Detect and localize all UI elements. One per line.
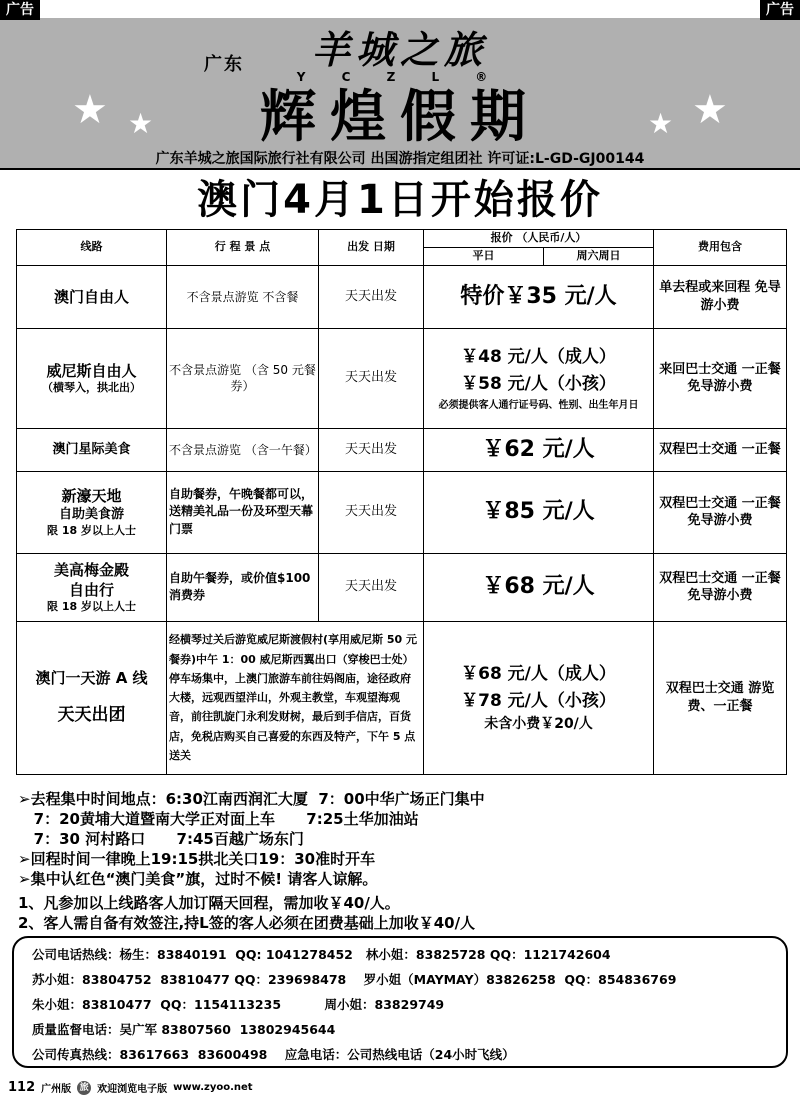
departure-cell: 天天出发 <box>319 428 424 471</box>
departure-cell: 天天出发 <box>319 328 424 428</box>
includes-cell: 单去程或来回程 免导游小费 <box>654 265 787 328</box>
route-cell <box>17 621 167 774</box>
star-icon: ★ <box>72 87 108 133</box>
info-line: ➢去程集中时间地点：6:30江南西润汇大厦 7：00中华广场正门集中 <box>18 790 485 808</box>
edition-label: 广州版 <box>41 1084 72 1095</box>
star-icon: ★ <box>128 107 154 140</box>
info-section <box>18 789 788 933</box>
route-note: 天天出团 <box>57 705 126 726</box>
route-name: 澳门一天游 A 线 <box>35 669 148 688</box>
route-note: 自由行 <box>68 580 114 599</box>
ad-label-right: 广告 <box>760 0 800 20</box>
table-row <box>17 553 787 621</box>
departure-cell: 天天出发 <box>319 265 424 328</box>
itinerary-cell: 自助餐券，午晚餐都可以，送精美礼品一份及环型天幕门票 <box>167 471 319 553</box>
price-table <box>16 229 787 775</box>
route-cell: 澳门自由人 <box>17 265 167 328</box>
footer-text: 欢迎浏览电子版 <box>97 1084 168 1095</box>
itinerary-cell: 自助午餐券，或价值$100 消费券 <box>167 553 319 621</box>
price-cell: ￥62 元/人 <box>424 428 654 471</box>
route-note: （横琴入，拱北出） <box>42 380 141 394</box>
col-departure: 出发 日期 <box>319 230 424 266</box>
col-price: 报价 （人民币/人） <box>424 230 654 248</box>
price-note: 必须提供客人通行证号码、性别、出生年月日 <box>438 399 639 411</box>
info-line: ➢回程时间一律晚上19:15拱北关口19：30准时开车 <box>18 850 376 868</box>
ad-label-left: 广告 <box>0 0 40 20</box>
route-name: 美高梅金殿 <box>53 560 129 579</box>
includes-cell: 双程巴士交通 游览费、一正餐 <box>654 621 787 774</box>
price-cell: ￥68 元/人 <box>424 553 654 621</box>
info-line: 7：30 河村路口 7:45百越广场东门 <box>18 830 304 848</box>
route-age-limit: 限 18 岁以上人士 <box>47 600 136 614</box>
price-cell <box>424 621 654 774</box>
price-adult: ￥48 元/人（成人） <box>461 347 616 368</box>
logo-text: 羊城之旅 <box>311 27 488 72</box>
footer-url[interactable]: www.zyoo.net <box>173 1082 253 1093</box>
table-row <box>17 621 787 774</box>
col-itinerary: 行 程 景 点 <box>167 230 319 266</box>
route-age-limit: 限 18 岁以上人士 <box>47 523 136 537</box>
departure-cell: 天天出发 <box>319 553 424 621</box>
itinerary-cell: 不含景点游览 （含一午餐） <box>167 428 319 471</box>
contact-line: 质量监督电话：吴广军 83807560 13802945644 <box>32 1022 336 1037</box>
headline: 澳门4月1日开始报价 <box>197 177 603 223</box>
star-icon: ★ <box>692 87 728 133</box>
table-row <box>17 428 787 471</box>
header-banner <box>0 18 800 170</box>
route-name: 威尼斯自由人 <box>46 361 137 380</box>
info-line: ➢集中认红色“澳门美食”旗，过时不候! 请客人谅解。 <box>18 870 378 888</box>
contact-line: 公司传真热线：83617663 83600498 应急电话：公司热线电话（24小时飞线） <box>32 1047 515 1062</box>
route-note: 自助美食游 <box>58 507 124 523</box>
price-child: ￥58 元/人（小孩） <box>461 374 616 395</box>
col-weekend: 周六周日 <box>544 247 654 265</box>
contact-line: 朱小姐：83810477 QQ：1154113235 周小姐：83829749 <box>32 997 445 1012</box>
company-line: 广东羊城之旅国际旅行社有限公司 出国游指定组团社 许可证:L-GD-GJ00144 <box>155 151 645 167</box>
price-cell: 特价￥35 元/人 <box>424 265 654 328</box>
page-footer <box>8 1080 253 1095</box>
logo-prefix: 广东 <box>204 54 244 75</box>
itinerary-cell: 经横琴过关后游览威尼斯渡假村(享用威尼斯 50 元餐券)中午 1：00 威尼斯西翼出口（穿梭巴士处）停车场集中，上澳门旅游车前往妈阁庙，途径政府大楼，远观西望洋山，外观主教堂，车观望海观音，前往凯旋门永利发财树，最后到手信店，百货店，免税店购买自己喜爱的东西及特产，下午 5 点送关 <box>167 621 424 774</box>
itinerary-cell: 不含景点游览 不含餐 <box>167 265 319 328</box>
col-route: 线路 <box>17 230 167 266</box>
col-includes: 费用包含 <box>654 230 787 266</box>
info-line: 7：20黄埔大道暨南大学正对面上车 7:25土华加油站 <box>18 810 419 828</box>
page-title: 辉煌假期 <box>260 84 540 150</box>
route-cell <box>17 553 167 621</box>
table-header-row <box>17 230 787 248</box>
price-cell <box>424 328 654 428</box>
table-row <box>17 471 787 553</box>
price-child: ￥78 元/人（小孩） <box>461 691 616 712</box>
route-name: 新濠天地 <box>61 486 122 505</box>
table-row <box>17 265 787 328</box>
info-line: 1、凡参加以上线路客人加订隔天回程，需加收￥40/人。 <box>18 894 400 912</box>
route-cell: 澳门星际美食 <box>17 428 167 471</box>
includes-cell: 双程巴士交通 一正餐 免导游小费 <box>654 471 787 553</box>
price-note: 未含小费￥20/人 <box>484 716 593 733</box>
info-line: 2、客人需自备有效签注,持L签的客人必须在团费基础上加收￥40/人 <box>18 914 476 932</box>
zi-logo-icon: 旅 <box>77 1081 91 1095</box>
page-number: 112 <box>8 1080 36 1095</box>
contact-box <box>12 936 788 1068</box>
contact-line: 苏小姐：83804752 83810477 QQ：239698478 罗小姐（MAYMAY）83826258 QQ：854836769 <box>32 972 677 987</box>
itinerary-cell: 不含景点游览 （含 50 元餐券） <box>167 328 319 428</box>
star-icon: ★ <box>648 107 674 140</box>
table-row <box>17 328 787 428</box>
includes-cell: 双程巴士交通 一正餐 <box>654 428 787 471</box>
logo-abbr: Y C Z L ® <box>296 70 504 84</box>
price-adult: ￥68 元/人（成人） <box>461 664 616 685</box>
col-weekday: 平日 <box>424 247 544 265</box>
includes-cell: 双程巴士交通 一正餐 免导游小费 <box>654 553 787 621</box>
departure-cell: 天天出发 <box>319 471 424 553</box>
includes-cell: 来回巴士交通 一正餐 免导游小费 <box>654 328 787 428</box>
route-cell <box>17 471 167 553</box>
contact-line: 公司电话热线：杨生：83840191 QQ: 1041278452 林小姐：83825728 QQ：1121742604 <box>32 947 611 962</box>
route-cell <box>17 328 167 428</box>
price-cell: ￥85 元/人 <box>424 471 654 553</box>
